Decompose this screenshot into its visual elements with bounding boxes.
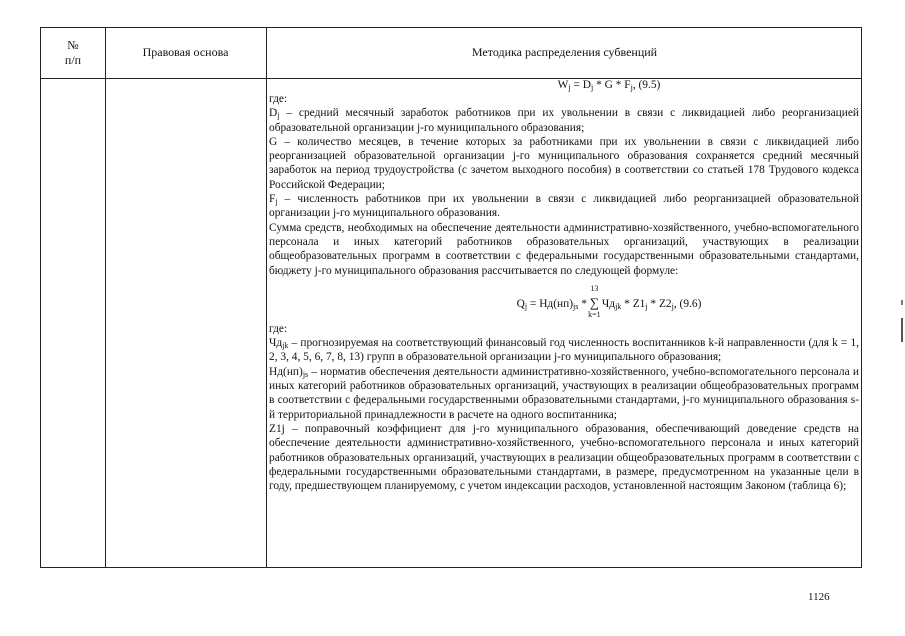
scan-artifact: [901, 300, 903, 305]
definition-chd: $Чд_{jk}$ – прогнозируемая на соответствующий финансовый год численность воспитанников k-й направленности (для k = 1, 2, 3, 4, 5, 6, 7, 8, 13) групп в образовательной организации j-го муниципального образования;: [269, 337, 859, 364]
where-label-1: где:: [269, 93, 288, 105]
methodology-content: [269, 78, 859, 493]
column-divider-2: [266, 28, 267, 567]
column-divider-1: [105, 28, 106, 567]
subvention-table: [40, 27, 862, 568]
definition-nd: $Нд(нп)_{js}$ – норматив обеспечения деятельности административно-хозяйственного, учебно-вспомогательного персонала и иных категорий работников образовательных организаций, участвующих в реализации общеобразовательных программ в соответствии с федеральными государственными образовательными стандартами, j-го муниципального образования s-й территориальной принадлежности в расчете на одного воспитанника;: [269, 365, 859, 421]
scan-artifact: [901, 318, 903, 342]
sigma-symbol: 13 ∑ k=1: [588, 283, 601, 319]
header-col-legal-basis: Правовая основа: [142, 45, 229, 59]
definition-f: $F_j$ – численность работников при их увольнении в связи с ликвидацией либо реорганизацией образовательной организации j-го муниципального образования.: [269, 193, 859, 220]
header-col-number: № п/п: [64, 38, 82, 67]
formula-9-6: $Q_j = Нд(нп)_{js}$ * 13 ∑ k=1 $Чд_{jk} * Z1_j * Z2_j$, (9.6): [516, 283, 702, 319]
definition-d: $D_j$ – средний месячный заработок работников при их увольнении в связи с ликвидацией либо реорганизацией образовательной организации j-го муниципального образования;: [269, 107, 859, 134]
header-col-methodology: Методика распределения субвенций: [471, 45, 658, 59]
formula-9-5: $W_j = D_j * G * F_j$, (9.5): [557, 79, 661, 92]
where-label-2: где:: [269, 322, 288, 335]
sum-paragraph: Сумма средств, необходимых на обеспечение деятельности административно-хозяйственного, учебно-вспомогательного персонала и иных категорий работников образовательных организаций, участвующих в реализации общеобразовательных программ в соответствии с федеральными государственными образовательными стандартами, бюджету j-го муниципального образования рассчитывается по следующей формуле:: [269, 221, 859, 277]
definition-g: G – количество месяцев, в течение которых за работниками при их увольнении в связи с ликвидацией либо реорганизацией образовательной организации j-го муниципального образования сохраняется средний месячный заработок на период трудоустройства (с зачетом выходного пособия) в соответствии со статьей 178 Трудового кодекса Российской Федерации;: [269, 135, 859, 191]
page-number: 1126: [808, 591, 830, 603]
definition-z1: Z1j – поправочный коэффициент для j-го муниципального образования, обеспечивающий доведение средств на обеспечение деятельности административно-хозяйственного, учебно-вспомогательного персонала и иных категорий работников образовательных организаций, участвующих в реализации общеобразовательных программ в соответствии с федеральными государственными образовательными стандартами, в размере, предусмотренном на указанные цели в году, предшествующем планируемому, с учетом индексации расходов, установленной настоящим Законом (таблица 6);: [269, 422, 859, 493]
